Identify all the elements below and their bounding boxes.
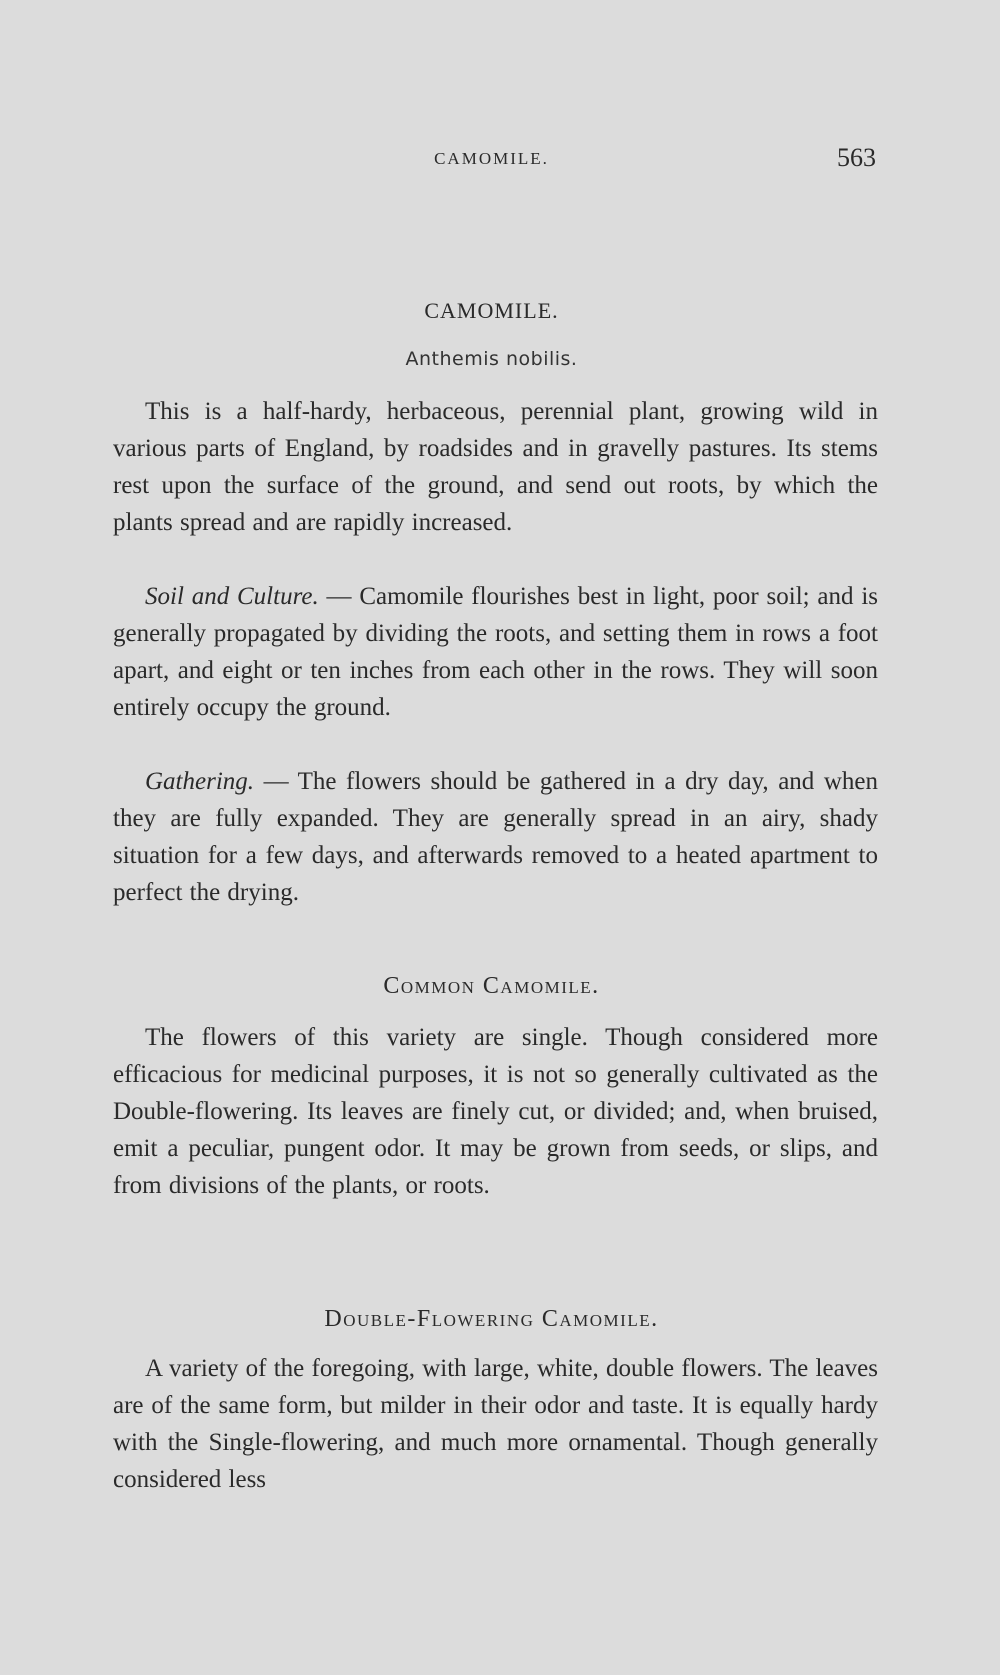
soil-culture-label: Soil and Culture.: [145, 583, 319, 610]
article-title: CAMOMILE.: [424, 298, 559, 323]
page-number: 563: [837, 143, 876, 172]
gathering-text: [113, 763, 878, 911]
gathering-paragraph: [113, 763, 878, 911]
soil-culture-text: [113, 578, 878, 726]
double-flowering-paragraph: [113, 1350, 878, 1498]
double-flowering-text: A variety of the foregoing, with large, white, double flowers. The leaves are of the same form, but milder in their odor and taste. It is equally hardy with the Single-flowering, and much more ornamental. Though generally considered less: [113, 1355, 878, 1493]
gathering-label: Gathering.: [145, 768, 255, 795]
running-title: CAMOMILE.: [434, 149, 549, 168]
common-camomile-paragraph: [113, 1019, 878, 1204]
double-flowering-heading: Double-Flowering Camomile.: [324, 1306, 659, 1332]
soil-culture-paragraph: [113, 578, 878, 726]
gathering-body: — The flowers should be gathered in a dry day, and when they are fully expanded. They are generally spread in an airy, shady situation for a few days, and afterwards removed to a heated apartment to perfect the drying.: [113, 768, 878, 906]
common-camomile-text: The flowers of this variety are single. Though considered more efficacious for medicinal purposes, it is not so generally cultivated as the Double-flowering. Its leaves are finely cut, or divided; and, when bruised, emit a peculiar, pungent odor. It may be grown from seeds, or slips, and from divisions of the plants, or roots.: [113, 1024, 878, 1199]
soil-culture-body: — Camomile flourishes best in light, poor soil; and is generally propagated by dividing the roots, and setting them in rows a foot apart, and eight or ten inches from each other in the rows. They will soon entirely occupy the ground.: [113, 583, 878, 721]
intro-paragraph: [113, 393, 878, 541]
common-camomile-heading: Common Camomile.: [383, 973, 600, 999]
intro-text: This is a half-hardy, herbaceous, perennial plant, growing wild in various parts of England, by roadsides and in gravelly pastures. Its stems rest upon the surface of the ground, and send out roots, by which the plants spread and are rapidly increased.: [113, 398, 878, 536]
latin-name: Anthemis nobilis.: [405, 348, 578, 370]
running-head: [0, 143, 1000, 173]
